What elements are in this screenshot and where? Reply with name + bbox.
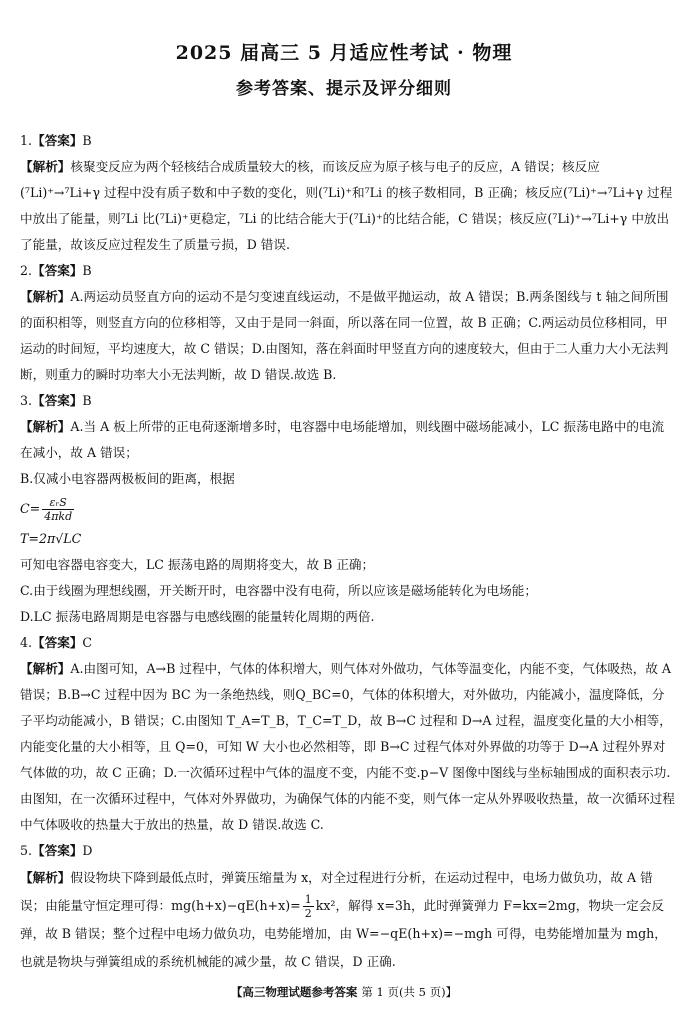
answer-tag: 【答案】 <box>32 635 83 650</box>
question-number: 2. <box>20 263 33 278</box>
capacitance-formula: C= $\frac{\text{εᵣS}}{\text{4πkd}}$ <box>20 496 73 523</box>
question-3 <box>20 388 676 630</box>
footer-page-number: 第 1 页(共 5 页)】 <box>361 985 458 999</box>
analysis-text: A.当 A 板上所带的正电荷逐渐增多时，电容器中电场能增加，则线圈中磁场能减小，LC 振荡电路中的电流在减小，故 A 错误； <box>20 419 665 460</box>
question-number: 3. <box>20 393 33 408</box>
question-4 <box>20 630 676 838</box>
page-subtitle: 参考答案、提示及评分细则 <box>236 79 452 99</box>
question-number: 1. <box>20 133 33 148</box>
footer-label: 【高三物理试题参考答案 <box>230 985 358 999</box>
analysis-option-b: B.仅减小电容器两极板间的距离，根据 <box>20 471 235 486</box>
analysis-text: 核聚变反应为两个轻核结合成质量较大的核，而该反应为原子核与电子的反应，A 错误；核反应(⁷Li)⁺→⁷Li+γ 过程中没有质子数和中子数的变化，则(⁷Li)⁺和⁷Li 的核子数相同，B 正确；核反应(⁷Li)⁺→⁷Li+γ 过程中放出了能量，则⁷Li 比(⁷Li)⁺更稳定，⁷Li 的比结合能大于(⁷Li)⁺的比结合能，C 错误；核反应(⁷Li)⁺→⁷Li+γ 中放出了能量，故该反应过程发生了质量亏损，D 错误. <box>20 159 673 252</box>
answer-tag: 【答案】 <box>32 843 83 858</box>
question-1 <box>20 128 676 258</box>
page-footer <box>0 984 688 1000</box>
analysis-option-b-conclusion: 可知电容器电容变大，LC 振荡电路的周期将变大，故 B 正确； <box>20 557 375 572</box>
analysis-option-c: C.由于线圈为理想线圈，开关断开时，电容器中没有电荷，所以应该是磁场能转化为电场能； <box>20 583 537 598</box>
analysis-tag: 【解析】 <box>20 870 71 885</box>
question-number: 4. <box>20 635 33 650</box>
analysis-text: A.由图可知，A→B 过程中，气体的体积增大，则气体对外做功，气体等温变化，内能不变，气体吸热，故 A 错误；B.B→C 过程中因为 BC 为一条绝热线，则Q_BC=0，气体的体积增大，对外做功，内能减小，温度降低，分子平均动能减小，B 错误；C.由图知 T_A=T_B，T_C=T_D，故 B→C 过程和 D→A 过程，温度变化量的大小相等，内能变化量的大小相等，且 Q=0，可知 W 大小也必然相等，即 B→C 过程气体对外界做的功等于 D→A 过程外界对气体做的功，故 C 正确；D.一次循环过程中气体的温度不变，内能不变.p−V 图像中图线与坐标轴围成的面积表示功.由图知，在一次循环过程中，气体对外界做功，为确保气体的内能不变，则气体一定从外界吸收热量，故一次循环过程中气体吸收的热量大于放出的热量，故 D 错误.故选 C. <box>20 661 675 832</box>
answers-body <box>20 128 676 976</box>
answer-tag: 【答案】 <box>32 263 83 278</box>
answer-value: B <box>82 393 92 408</box>
half-fraction: $\frac{1}{2}$ <box>304 893 312 920</box>
answer-value: C <box>82 635 93 650</box>
analysis-tag: 【解析】 <box>20 661 71 676</box>
answer-tag: 【答案】 <box>32 133 83 148</box>
question-2 <box>20 258 676 388</box>
capacitance-fraction: $\frac{\text{εᵣS}}{\text{4πkd}}$ <box>44 496 73 523</box>
period-formula: T=2π√LC <box>20 531 82 546</box>
analysis-text-part-2: kx²，解得 x=3h，此时弹簧弹力 F=kx=2mg，物块一定会反弹，故 B 错误；整个过程中电场力做负功，电势能增加，由 W=−qE(h+x)=−mgh 可得，电势能增加量为 mgh，也就是物块与弹簧组成的系统机械能的减少量，故 C 错误，D 正确. <box>20 898 667 969</box>
page-title: 2025 届高三 5 月适应性考试 · 物理 <box>175 42 513 64</box>
answer-value: D <box>82 843 93 858</box>
answer-value: B <box>82 133 92 148</box>
answer-value: B <box>82 263 92 278</box>
analysis-text: A.两运动员竖直方向的运动不是匀变速直线运动，不是做平抛运动，故 A 错误；B.两条图线与 t 轴之间所围的面积相等，则竖直方向的位移相等，又由于是同一斜面，所以落在同一位置，故 B 正确；C.两运动员位移相同，甲运动的时间短，平均速度大，故 C 错误；D.由图知，落在斜面时甲竖直方向的速度较大，但由于二人重力大小无法判断，则重力的瞬时功率大小无法判断，故 D 错误.故选 B. <box>20 289 669 382</box>
analysis-tag: 【解析】 <box>20 289 71 304</box>
question-5 <box>20 838 676 976</box>
answer-tag: 【答案】 <box>32 393 83 408</box>
analysis-tag: 【解析】 <box>20 419 71 434</box>
question-number: 5. <box>20 843 33 858</box>
analysis-option-d: D.LC 振荡电路周期是电容器与电感线圈的能量转化周期的两倍. <box>20 609 375 624</box>
analysis-tag: 【解析】 <box>20 159 71 174</box>
analysis-text-part-1: 假设物块下降到最低点时，弹簧压缩量为 x，对全过程进行分析，在运动过程中，电场力做负功，故 A 错误；由能量守恒定理可得：mg(h+x)−qE(h+x)= <box>20 870 653 913</box>
